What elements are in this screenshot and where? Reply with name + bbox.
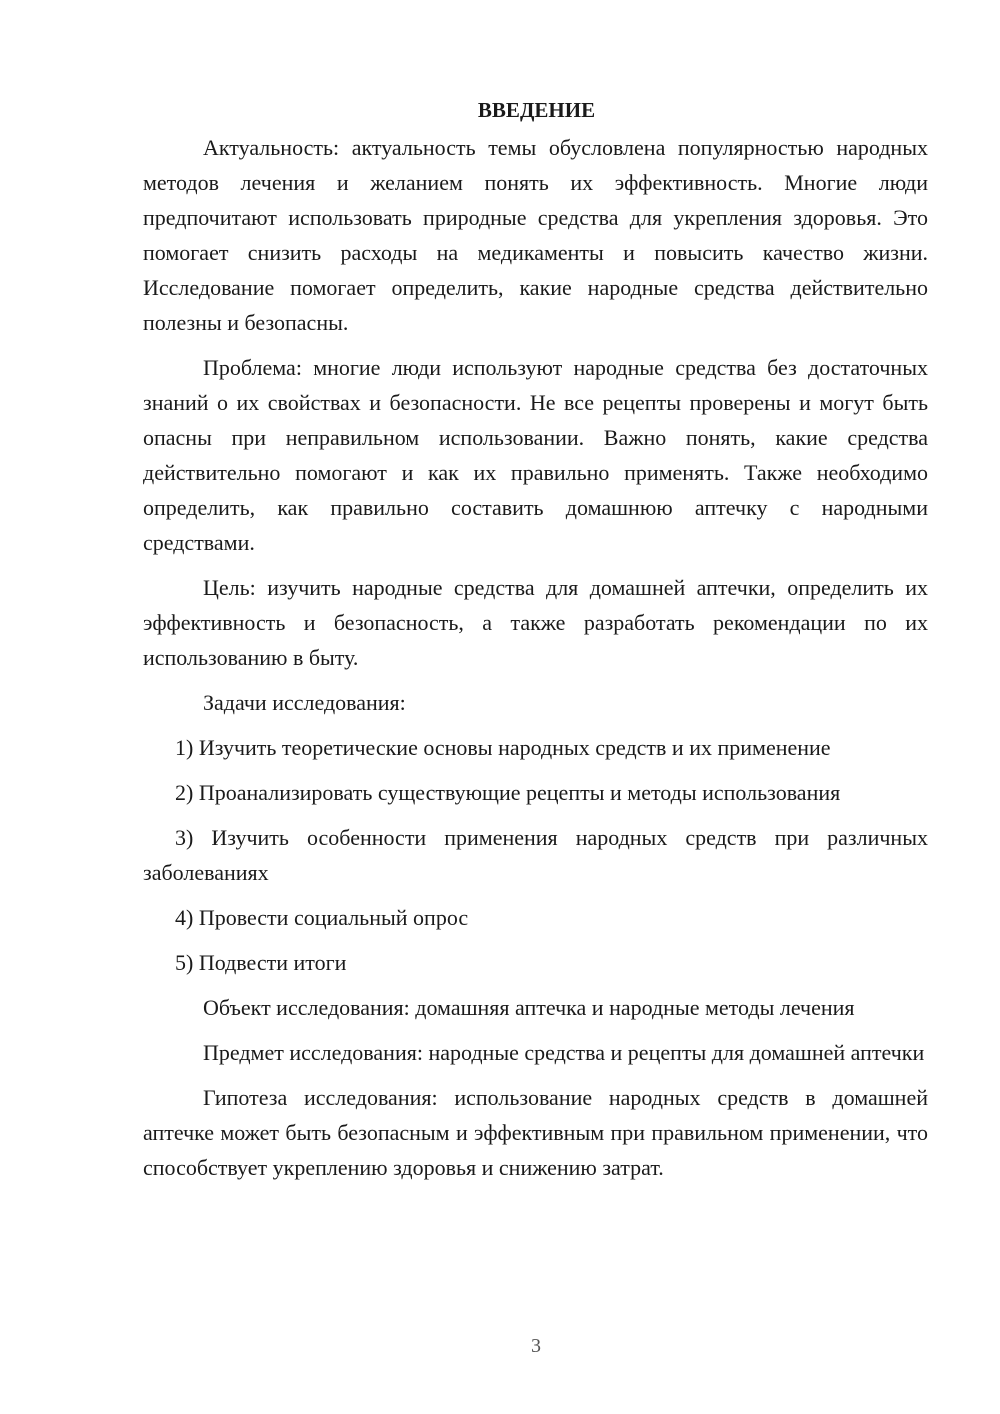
paragraph-goal: Цель: изучить народные средства для домашней аптечки, определить их эффективность и безопасность, а также разработать рекомендации по их использованию в быту. <box>143 575 928 670</box>
page-title: ВВЕДЕНИЕ <box>477 98 596 122</box>
task-item: 5) Подвести итоги <box>175 950 347 975</box>
page-number: 3 <box>531 1335 541 1357</box>
task-item: 3) Изучить особенности применения народных средств при различных заболеваниях <box>143 825 928 885</box>
document-page <box>143 92 928 1185</box>
paragraph-tasks-heading: Задачи исследования: <box>203 690 406 715</box>
paragraph-hypothesis: Гипотеза исследования: использование народных средств в домашней аптечке может быть безопасным и эффективным при правильном применении, что способствует укреплению здоровья и снижению затрат. <box>143 1085 928 1180</box>
paragraph-object: Объект исследования: домашняя аптечка и народные методы лечения <box>203 995 855 1020</box>
task-item: 2) Проанализировать существующие рецепты и методы использования <box>175 780 841 805</box>
task-item: 1) Изучить теоретические основы народных средств и их применение <box>175 735 831 760</box>
paragraph-subject: Предмет исследования: народные средства и рецепты для домашней аптечки <box>203 1040 925 1065</box>
paragraph-relevance: Актуальность: актуальность темы обусловлена популярностью народных методов лечения и желанием понять их эффективность. Многие люди предпочитают использовать природные средства для укрепления здоровья. Это помогает снизить расходы на медикаменты и повысить качество жизни. Исследование помогает определить, какие народные средства действительно полезны и безопасны. <box>143 135 928 335</box>
task-item: 4) Провести социальный опрос <box>175 905 469 930</box>
paragraph-problem: Проблема: многие люди используют народные средства без достаточных знаний о их свойствах и безопасности. Не все рецепты проверены и могут быть опасны при неправильном использовании. Важно понять, какие средства действительно помогают и как их правильно применять. Также необходимо определить, как правильно составить домашнюю аптечку с народными средствами. <box>143 355 928 555</box>
